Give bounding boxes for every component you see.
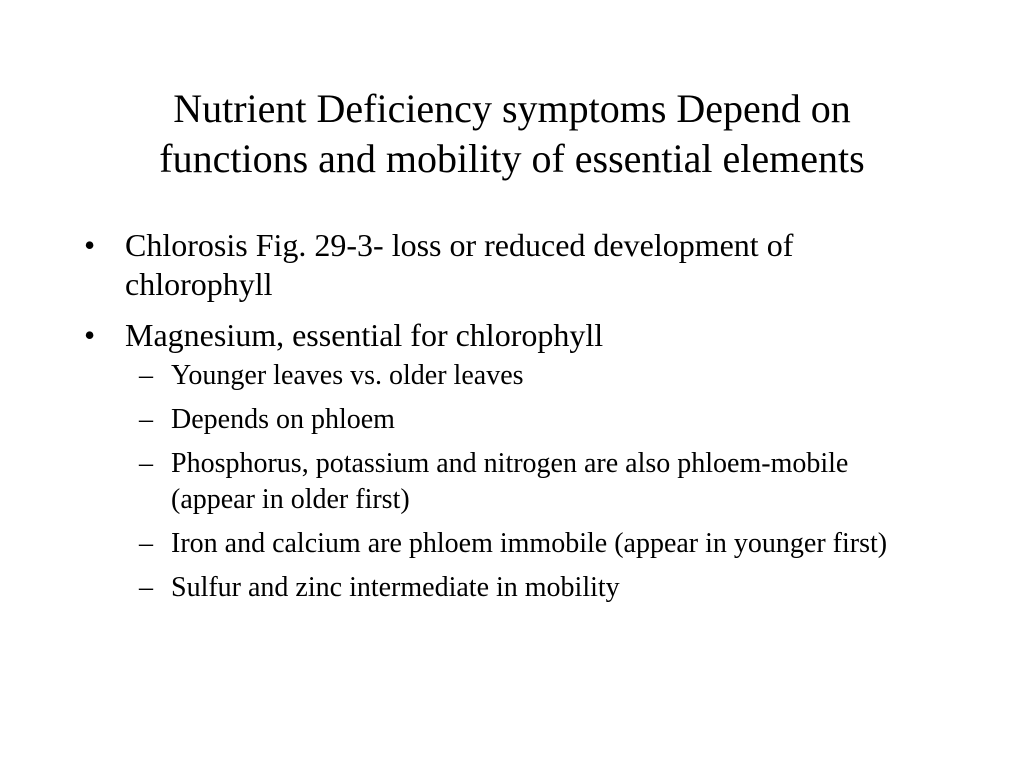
sub-bullet-text: Sulfur and zinc intermediate in mobility (171, 572, 620, 603)
slide-body (84, 226, 934, 618)
slide-title (60, 84, 964, 184)
sub-bullet-text: Depends on phloem (171, 404, 395, 435)
bullet-item (84, 316, 934, 606)
bullet-item (84, 226, 934, 304)
bullet-text: Chlorosis Fig. 29-3- loss or reduced development of chlorophyll (125, 227, 794, 302)
sub-bullet-item (125, 358, 934, 394)
bullet-glyph: • (84, 317, 96, 353)
dash-glyph: – (139, 360, 153, 391)
dash-glyph: – (139, 572, 153, 603)
bullet-glyph: • (84, 227, 96, 263)
slide-title-line-2: functions and mobility of essential elements (159, 136, 865, 181)
sub-bullet-text: Iron and calcium are phloem immobile (appear in younger first) (171, 528, 888, 559)
sub-bullet-item (125, 402, 934, 438)
sub-bullet-item (125, 526, 934, 562)
sub-bullet-text: Younger leaves vs. older leaves (171, 360, 524, 391)
bullet-text: Magnesium, essential for chlorophyll (125, 317, 604, 353)
dash-glyph: – (139, 528, 153, 559)
sub-bullet-text: Phosphorus, potassium and nitrogen are also phloem-mobile (appear in older first) (171, 448, 849, 515)
dash-glyph: – (139, 404, 153, 435)
slide-title-line-1: Nutrient Deficiency symptoms Depend on (173, 86, 851, 131)
sub-bullet-item (125, 446, 934, 518)
sub-bullet-item (125, 570, 934, 606)
sub-bullet-list (125, 358, 934, 606)
dash-glyph: – (139, 448, 153, 479)
